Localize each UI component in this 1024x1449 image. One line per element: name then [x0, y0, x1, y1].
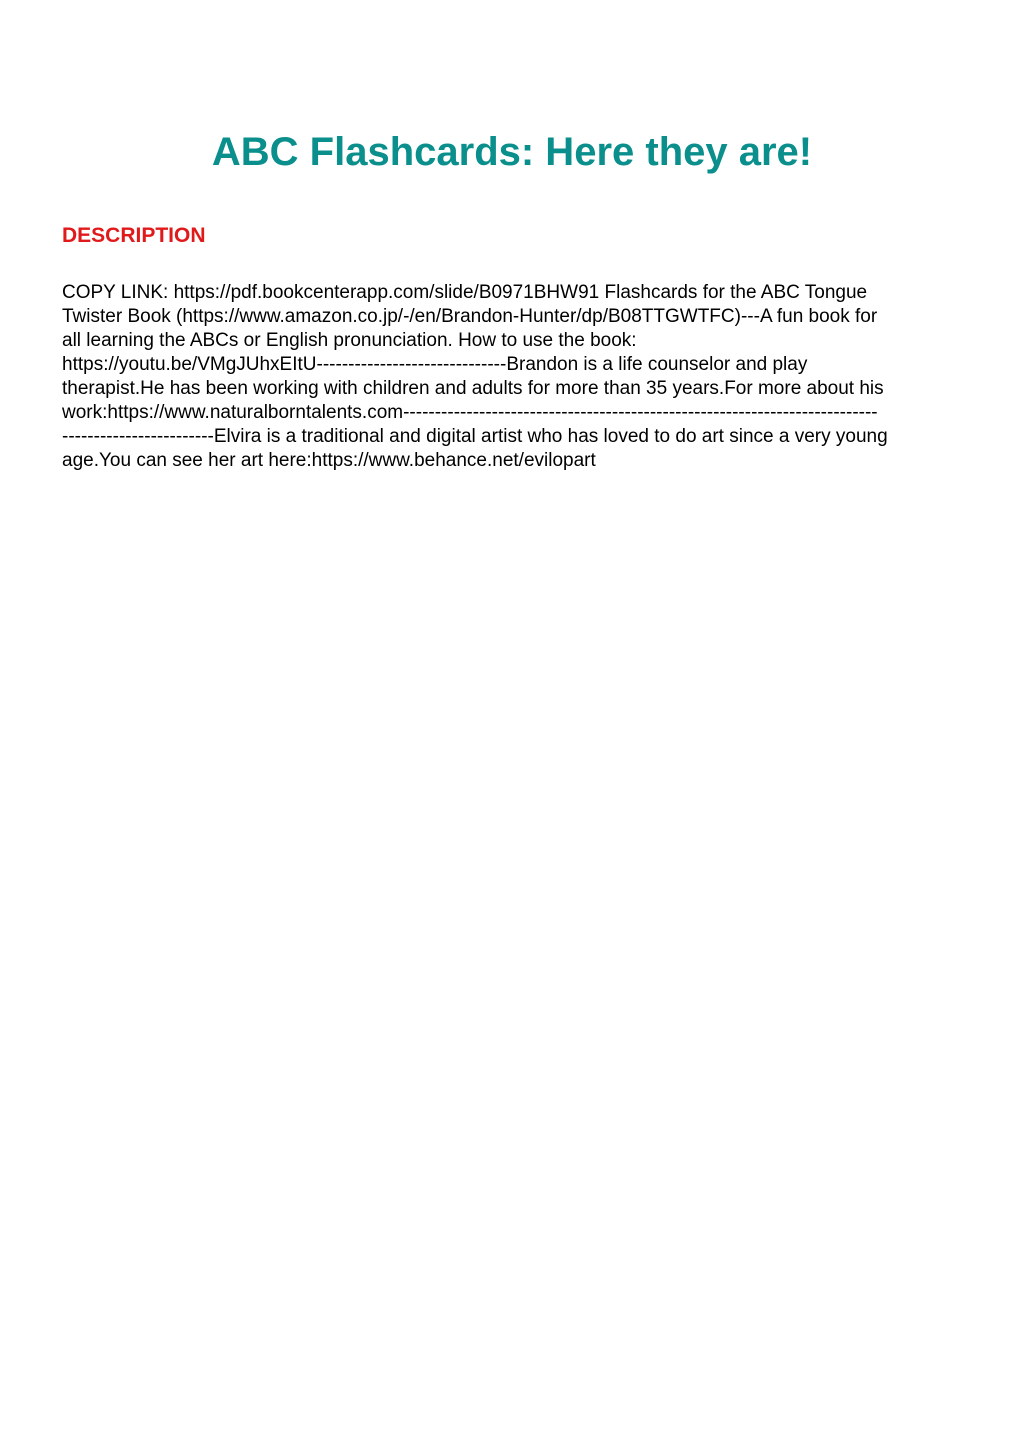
description-line: https://youtu.be/VMgJUhxEItU------------------------------Brandon is a life counselor and play [62, 354, 808, 375]
description-line: ------------------------Elvira is a traditional and digital artist who has loved to do art since a very young [62, 426, 888, 447]
description-line: all learning the ABCs or English pronunciation. How to use the book: [62, 330, 637, 351]
description-body [62, 281, 972, 473]
description-line: therapist.He has been working with children and adults for more than 35 years.For more about his [62, 378, 884, 399]
document-title: ABC Flashcards: Here they are! [211, 130, 813, 174]
description-line: COPY LINK: https://pdf.bookcenterapp.com/slide/B0971BHW91 Flashcards for the ABC Tongue [62, 282, 868, 303]
description-heading: DESCRIPTION [62, 224, 206, 247]
description-line: Twister Book (https://www.amazon.co.jp/-/en/Brandon-Hunter/dp/B08TTGWTFC)---A fun book for [62, 306, 878, 327]
description-line: age.You can see her art here:https://www.behance.net/evilopart [62, 450, 596, 471]
description-line: work:https://www.naturalborntalents.com--------------------------------------------------------------------------- [62, 402, 878, 423]
